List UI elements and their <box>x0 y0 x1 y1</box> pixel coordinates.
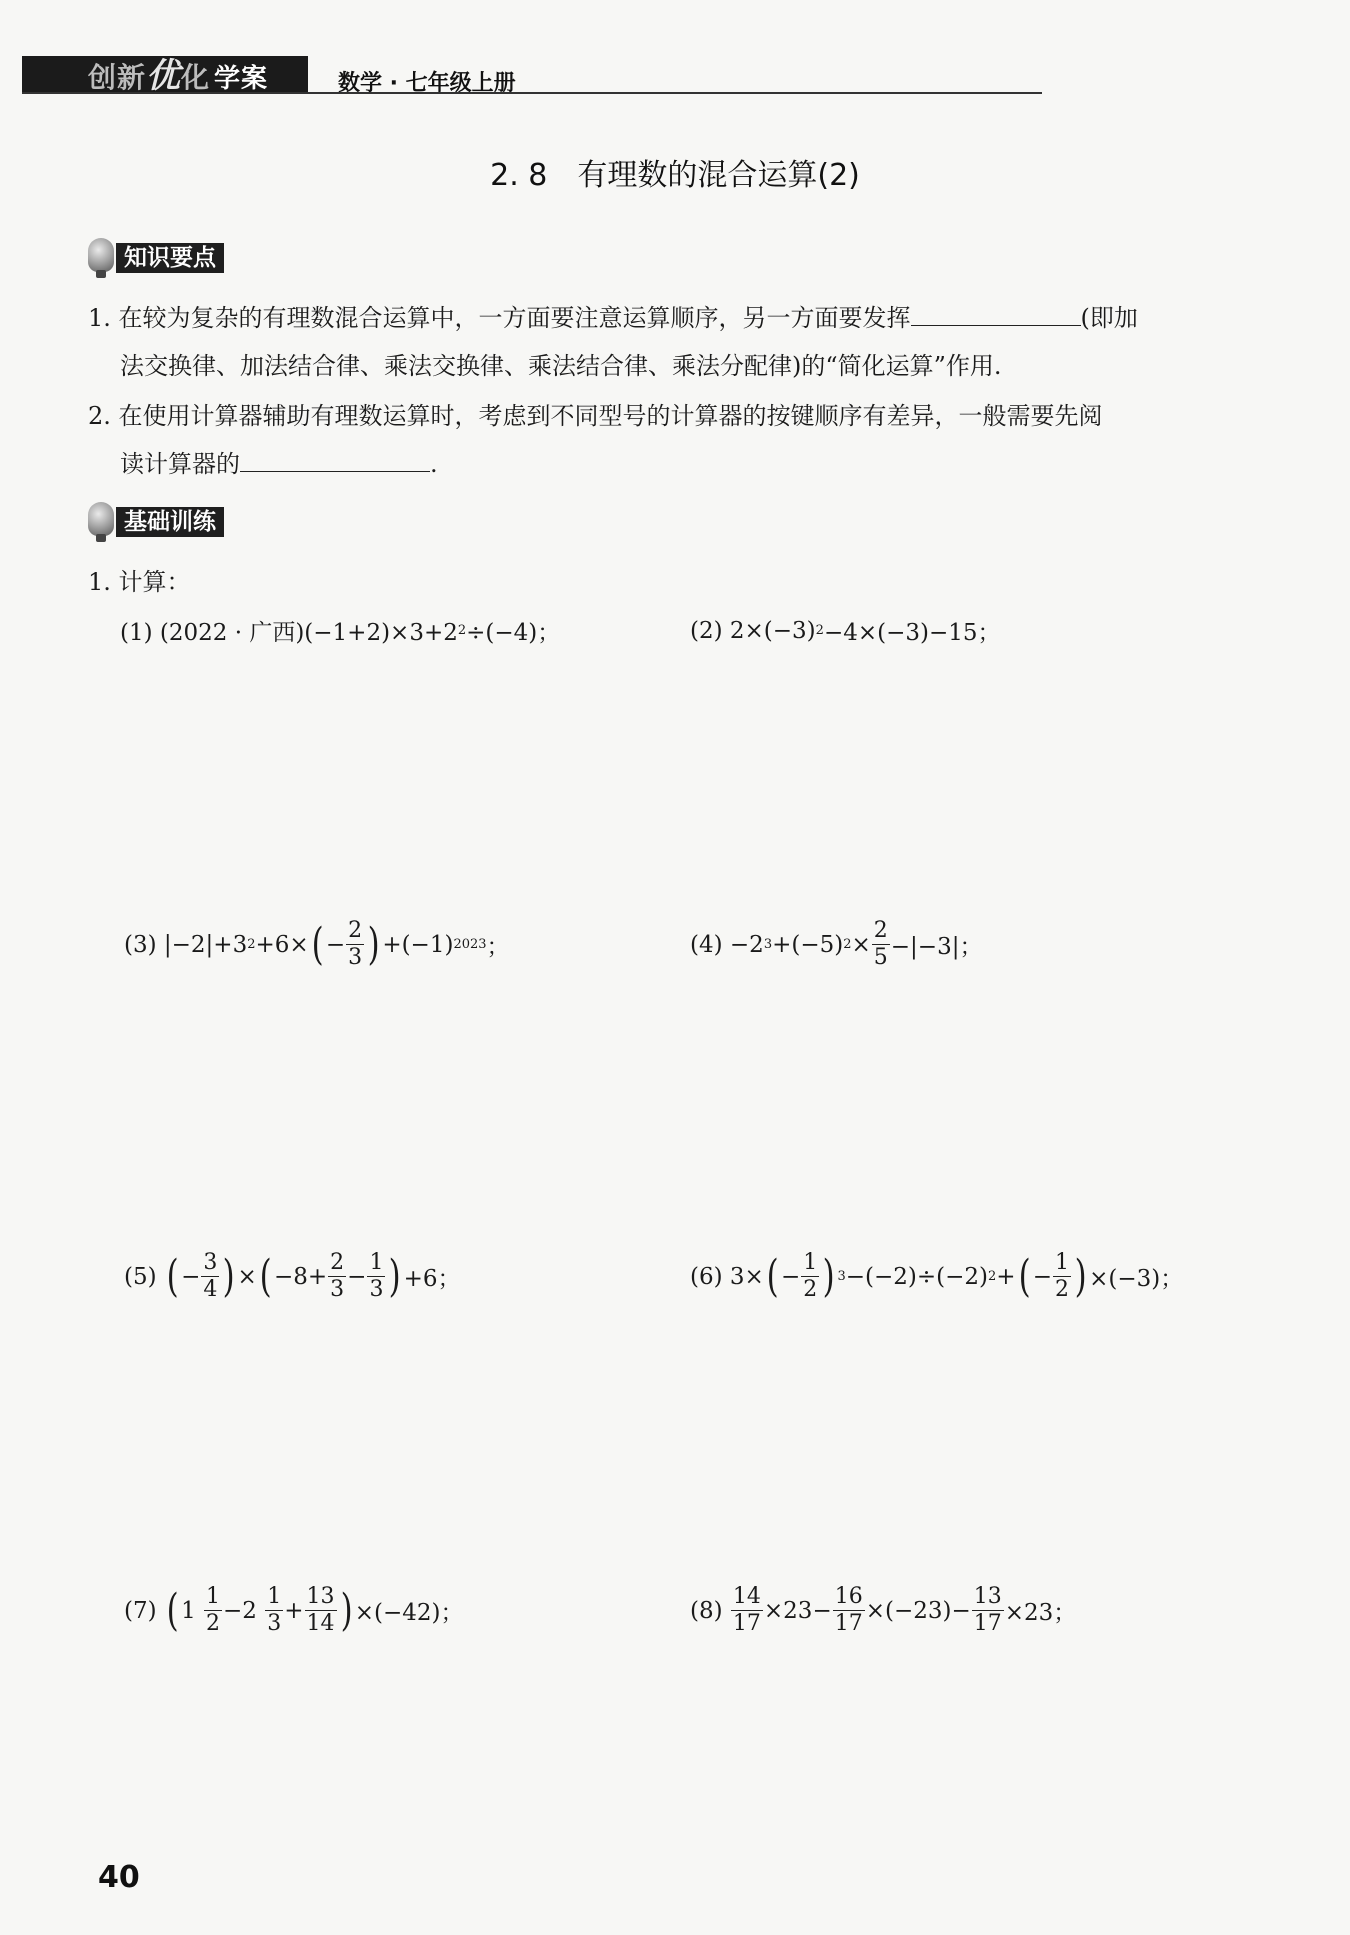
problem-6-part-b: −(−2)÷(−2) <box>845 1263 988 1290</box>
paren-close: ) <box>822 1250 835 1302</box>
brand-text-1: 创新 <box>88 61 147 94</box>
problem-5-label: (5) <box>124 1263 157 1290</box>
paren-close: ) <box>389 1250 402 1302</box>
problem-7-label: (7) <box>124 1597 157 1624</box>
problem-4-part-a: −2 <box>729 931 764 958</box>
problem-2-tail: −4×(−3)−15； <box>823 620 1001 646</box>
problem-6-exponent-2: 2 <box>987 1269 997 1284</box>
page-number: 40 <box>98 1860 140 1895</box>
problem-1-text: (1) (2022 · 广西)(−1+2)×3+2 <box>120 620 458 646</box>
knowledge-item-1-line-1 <box>88 302 1138 334</box>
section-number: 2. 8 <box>490 158 548 193</box>
fraction <box>201 1252 219 1301</box>
problem-3-exponent-2: 2023 <box>453 937 487 952</box>
denominator: 5 <box>873 945 888 970</box>
numerator: 1 <box>803 1250 818 1275</box>
fraction <box>801 1252 819 1301</box>
problem-7-end: ×(−42)； <box>354 1600 464 1626</box>
problem-3-part-b: +6× <box>255 931 309 958</box>
problem-4 <box>690 920 982 969</box>
answer-blank-1[interactable] <box>911 303 1081 326</box>
denominator: 2 <box>803 1277 818 1302</box>
problem-3-part-c: +(−1) <box>382 931 454 958</box>
paren-close: ) <box>222 1250 235 1302</box>
denominator: 17 <box>973 1611 1002 1636</box>
denominator: 3 <box>369 1277 384 1302</box>
fraction <box>1053 1252 1071 1301</box>
brand-text-2: 化 <box>181 61 211 94</box>
fraction <box>305 1586 337 1635</box>
problem-8-end: ×23； <box>1004 1600 1077 1626</box>
problem-7-whole: 1 <box>181 1597 196 1624</box>
problem-5-times: × <box>237 1263 257 1290</box>
paren-open: ( <box>311 918 324 970</box>
denominator: 3 <box>330 1277 345 1302</box>
page-title <box>0 150 1350 194</box>
paren-open: ( <box>766 1250 779 1302</box>
numerator: 3 <box>203 1250 218 1275</box>
problem-1 <box>120 614 560 647</box>
paren-close: ) <box>367 918 380 970</box>
knowledge-item-2-line-2 <box>120 448 438 480</box>
fraction <box>872 920 890 969</box>
denominator: 17 <box>732 1611 761 1636</box>
lightbulb-icon <box>88 238 114 272</box>
problem-4-part-c: × <box>851 931 871 958</box>
fraction <box>265 1586 283 1635</box>
paren-open: ( <box>166 1250 179 1302</box>
problem-3-exponent-1: 2 <box>247 937 256 952</box>
problem-5-minus: − <box>347 1263 367 1290</box>
section-title: 有理数的混合运算(2) <box>577 158 860 193</box>
denominator: 4 <box>203 1277 218 1302</box>
numerator: 1 <box>1054 1250 1069 1275</box>
problem-4-label: (4) <box>690 931 723 958</box>
paren-open: ( <box>1018 1250 1031 1302</box>
problem-6: (6) 3× ( − $\frac{1}{2}$ ) 3 −(−2)÷(−2) 2 + ( − $\frac{1}{2}$ ) ×(−3)； <box>690 1250 1184 1302</box>
problem-8 <box>690 1586 1076 1635</box>
subject-label: 数学 · 七年级上册 <box>338 71 516 96</box>
problem-1-exponent: 2 <box>457 623 467 638</box>
problem-7-minus: −2 <box>223 1597 257 1624</box>
numerator: 1 <box>267 1584 282 1609</box>
numerator: 1 <box>369 1250 384 1275</box>
problem-2-exponent: 2 <box>815 623 824 638</box>
problem-2-text: (2) 2×(−3) <box>690 617 816 644</box>
problem-8-part-b: ×(−23)− <box>865 1597 971 1624</box>
numerator: 13 <box>306 1584 335 1609</box>
header-divider <box>22 92 1042 94</box>
problem-7-plus: + <box>284 1597 304 1624</box>
problem-6-part-c: + <box>996 1263 1016 1290</box>
problem-8-label: (8) <box>690 1597 723 1624</box>
problem-3-part-a: |−2|+3 <box>163 931 248 958</box>
problem-6-label: (6) <box>690 1263 723 1290</box>
knowledge-item-1-line-2: 法交换律、加法结合律、乘法交换律、乘法结合律、乘法分配律)的“简化运算”作用. <box>120 352 1002 380</box>
brand-logo <box>88 58 268 94</box>
fraction <box>833 1586 865 1635</box>
problem-7 <box>124 1586 463 1635</box>
problem-5: (5) ( − $\frac{3}{4}$ ) × ( −8+ $\frac{2}{3}$ − $\frac{1}{3}$ ) +6； <box>124 1250 461 1302</box>
problem-8-part-a: ×23− <box>763 1597 832 1624</box>
fraction <box>204 1586 222 1635</box>
numerator: 2 <box>873 918 888 943</box>
problem-4-part-d: −|−3|； <box>890 934 983 960</box>
knowledge-item-1-text-a: 1. 在较为复杂的有理数混合运算中，一方面要注意运算顺序，另一方面要发挥 <box>88 304 911 332</box>
brand-text-tail: 学案 <box>214 64 269 94</box>
denominator: 2 <box>206 1611 221 1636</box>
denominator: 17 <box>834 1611 863 1636</box>
paren-open: ( <box>166 1584 179 1636</box>
problem-5-part-a: −8+ <box>273 1263 328 1290</box>
numerator: 2 <box>348 918 363 943</box>
paren-close: ) <box>340 1584 353 1636</box>
problem-6-end: ×(−3)； <box>1089 1266 1184 1292</box>
problem-6-part-a: 3× <box>729 1263 764 1290</box>
knowledge-item-2-text-a: 读计算器的 <box>120 450 240 478</box>
knowledge-item-2-text-b: . <box>430 450 438 478</box>
lightbulb-icon <box>88 502 114 536</box>
knowledge-item-2-line-1: 2. 在使用计算器辅助有理数运算时，考虑到不同型号的计算器的按键顺序有差异，一般需要先阅 <box>88 402 1103 430</box>
section-label-knowledge: 知识要点 <box>116 243 224 273</box>
problem-4-part-b: +(−5) <box>772 931 844 958</box>
numerator: 1 <box>206 1584 221 1609</box>
problem-6-exponent-1: 3 <box>837 1269 846 1284</box>
knowledge-item-1-text-b: (即加 <box>1080 304 1138 332</box>
problem-5-end: +6； <box>403 1266 461 1292</box>
problem-1-tail: ÷(−4)； <box>466 620 561 646</box>
numerator: 16 <box>834 1584 863 1609</box>
denominator: 3 <box>267 1611 282 1636</box>
fraction <box>731 1586 763 1635</box>
section-label-basic: 基础训练 <box>116 507 224 537</box>
fraction <box>346 920 364 969</box>
fraction <box>328 1252 346 1301</box>
brand-text-accent: 优 <box>146 56 182 96</box>
problem-4-exponent-1: 3 <box>763 937 773 952</box>
answer-blank-2[interactable] <box>240 449 430 472</box>
problem-2 <box>690 614 1001 647</box>
numerator: 14 <box>732 1584 761 1609</box>
numerator: 2 <box>330 1250 345 1275</box>
problem-4-exponent-2: 2 <box>843 937 852 952</box>
problem-3: (3) |−2|+3 2 +6× ( − $\frac{2}{3}$ ) +(−1) 2023 ； <box>124 918 510 970</box>
paren-close: ) <box>1074 1250 1087 1302</box>
denominator: 2 <box>1054 1277 1069 1302</box>
denominator: 3 <box>348 945 363 970</box>
fraction <box>972 1586 1004 1635</box>
fraction <box>367 1252 385 1301</box>
problem-3-label: (3) <box>124 931 157 958</box>
question-1-label: 1. 计算： <box>88 568 191 596</box>
numerator: 13 <box>973 1584 1002 1609</box>
problem-3-end: ； <box>486 934 510 960</box>
denominator: 14 <box>306 1611 335 1636</box>
paren-open: ( <box>259 1250 272 1302</box>
